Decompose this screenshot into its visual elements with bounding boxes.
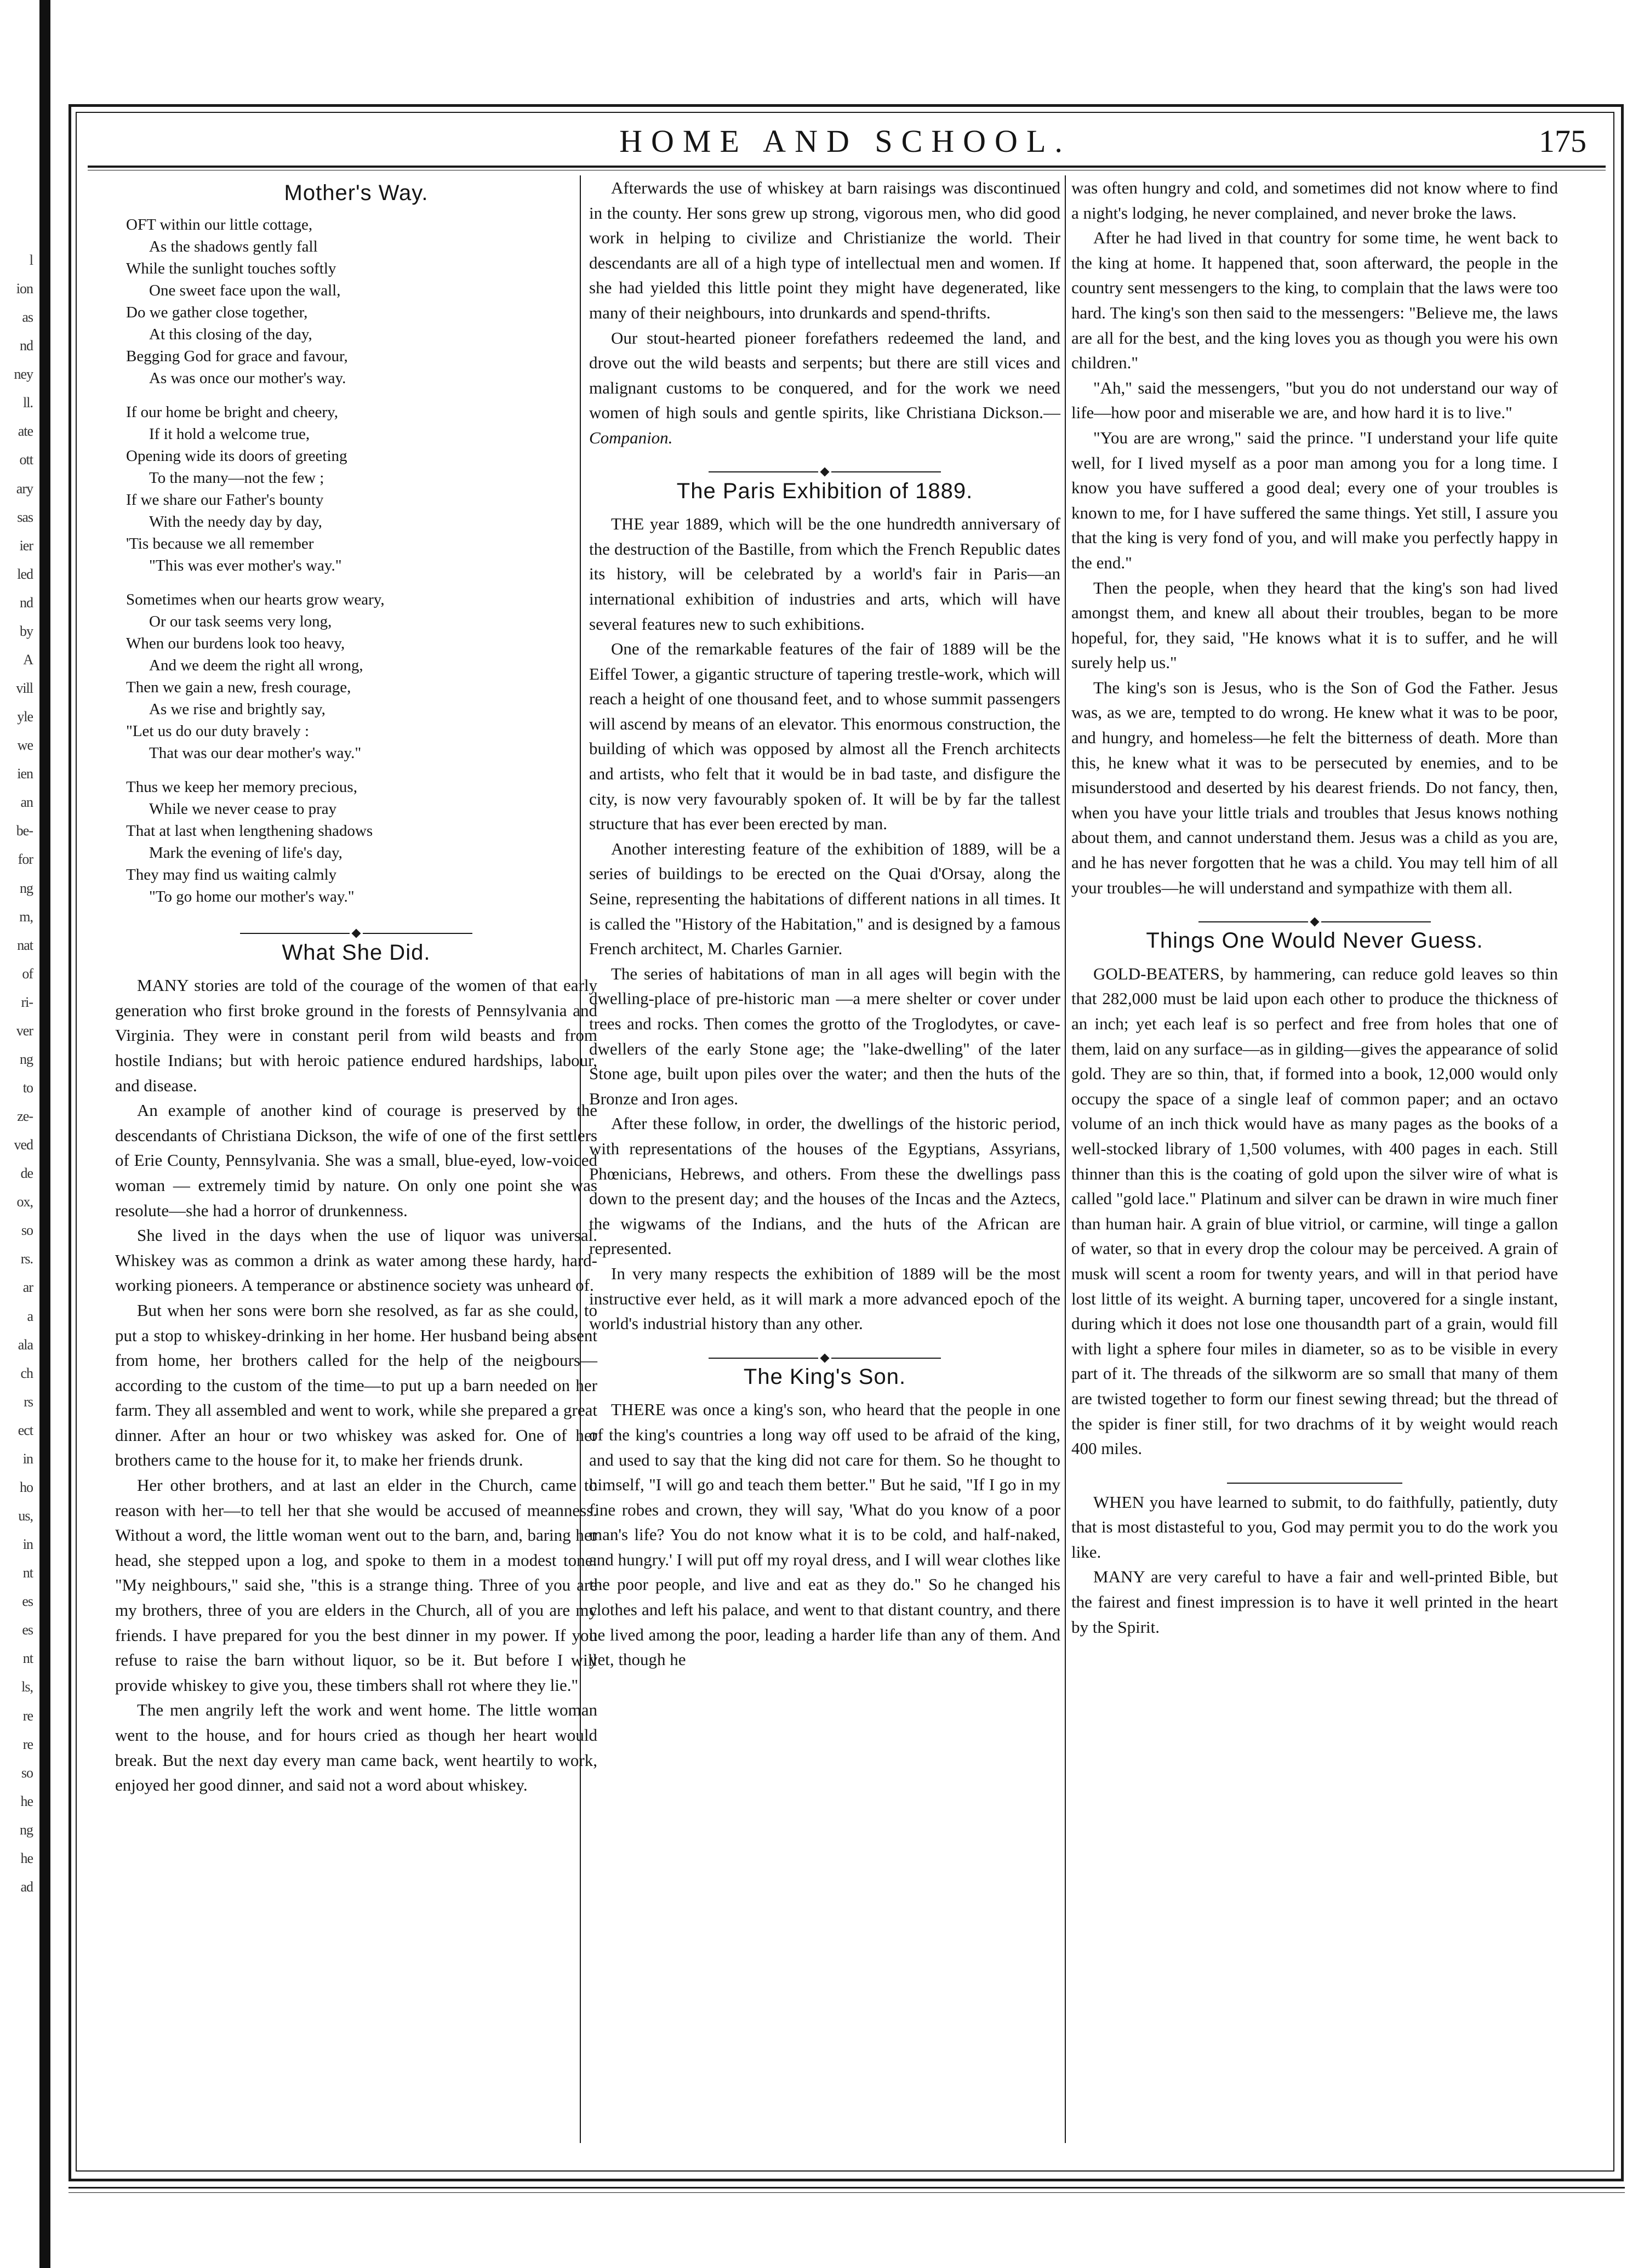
- bleed-fragment: ri-: [21, 994, 33, 1010]
- bleed-fragment: ate: [18, 423, 33, 440]
- paragraph: MANY are very careful to have a fair and well-printed Bible, but the fairest and finest impression is to have it well printed in the heart by the Spirit.: [1071, 1567, 1558, 1637]
- paragraph: One of the remarkable features of the fair of 1889 will be the Eiffel Tower, a gigantic structure of tapering trestle-work, which will reach a height of one thousand feet, and to whose summit passengers will ascend by means of an elevator. This enormous construction, the building of which was opposed by almost all the French architects and artists, who felt that it would be in bad taste, and disfigure the city, is now very favourably spoken of. It will be by far the tallest structure that has ever been erected by man.: [589, 639, 1060, 834]
- poem-line: As the shadows gently fall: [149, 237, 318, 255]
- bleed-fragment: ng: [20, 880, 33, 896]
- bleed-fragment: ney: [14, 366, 33, 383]
- paragraph: Her other brothers, and at last an elder in the Church, came to reason with her—to tell her that she would be accused of meanness. Without a word, the little woman went out to the barn, and, baring her head, she stepped upon a log, and spoke to them in a modest tone: "My neighbours," said she, "this is a strange thing. Three of you are my brothers, three of you are elders in the Church, all of you are my friends. I have prepared for you the best dinner in my power. If you refuse to raise the barn without liquor, so be it. But before I will provide whiskey to give you, these timbers shall rot where they lie.": [115, 1475, 597, 1695]
- paragraph: The series of habitations of man in all ages will begin with the dwelling-place of pre-historic man —a mere shelter or cover under trees and rocks. Then comes the grotto of the Troglodytes, or cave-dwellers of the early Stone age; the "lake-dwelling" of the later Stone age, built upon piles over the water; and then the huts of the Bronze and Iron ages.: [589, 964, 1060, 1108]
- bleed-fragment: ze-: [17, 1108, 33, 1125]
- paragraph: MANY stories are told of the courage of the women of that early generation who first broke ground in the forests of Pennsylvania and Virginia. They were in constant peril from wild beasts and from hostile Indians; but with heroic patience endured hardships, labour, and disease.: [115, 976, 597, 1095]
- bleed-fragment: we: [17, 737, 33, 754]
- bleed-fragment: vill: [16, 680, 33, 697]
- bleed-fragment: nd: [20, 338, 33, 354]
- bleed-fragment: nt: [22, 1565, 33, 1581]
- binding-spine: [0, 0, 50, 2268]
- paragraph: Then the people, when they heard that the king's son had lived amongst them, and knew all about their troubles, began to be more hopeful, for, they said, "He knows what it is to suffer, and he will surely help us.": [1071, 578, 1558, 673]
- paragraph: THERE was once a king's son, who heard that the people in one of the king's countries a long way off used to be afraid of the king, and used to say that the king did not care for them. So he thought to himself, "I will go and teach them better." But he said, "If I go in my fine robes and crown, they will say, 'What do you know of a poor man's life? You do not know what it is to be cold, and half-naked, and hungry.' I will put off my royal dress, and I will wear clothes like the poor people, and live and eat as they do." So he changed his clothes and left his palace, and went to that distant country, and there he lived among the poor, leading a harder life than any of them. And yet, though he: [589, 1400, 1060, 1669]
- article-title-what-she-did: What She Did.: [282, 940, 431, 965]
- bleed-fragment: nat: [17, 937, 33, 953]
- poem-line: If our home be bright and cheery,: [126, 403, 339, 421]
- bleed-fragment: rs.: [20, 1251, 33, 1267]
- poem-line: 'Tis because we all remember: [126, 534, 314, 552]
- bleed-fragment: ary: [16, 480, 33, 497]
- bleed-fragment: be-: [16, 823, 33, 839]
- bleed-fragment: he: [20, 1793, 33, 1809]
- paragraph: The men angrily left the work and went home. The little woman went to the house, and for hours cried as though her heart would break. But the next day every man came back, went heartily to work, enjoyed her good dinner, and said not a word about whiskey.: [115, 1700, 597, 1795]
- poem-line: When our burdens look too heavy,: [126, 634, 345, 652]
- article-kings-son-continued: [1071, 175, 1558, 900]
- paragraph: Another interesting feature of the exhibition of 1889, will be a series of buildings to be erected on the Quai d'Orsay, along the Seine, representing the habitations of different nations in all times. It is called the "History of the Habitation," and is designed by a famous French architect, M. Charles Garnier.: [589, 839, 1060, 959]
- bleed-fragment: ll.: [23, 395, 33, 411]
- paragraph: An example of another kind of courage is preserved by the descendants of Christiana Dickson, the wife of one of the first settlers of Erie County, Pennsylvania. She was a small, blue-eyed, low-voiced woman — extremely timid by nature. On only one point she was resolute—she had a horror of drunkenness.: [115, 1101, 597, 1220]
- bleed-fragment: us,: [18, 1508, 33, 1524]
- poem-stanza: [126, 214, 597, 389]
- article-title-paris-exhibition: The Paris Exhibition of 1889.: [676, 478, 973, 503]
- bleed-fragment: an: [20, 794, 33, 811]
- poem-line: At this closing of the day,: [149, 325, 312, 343]
- poem-line: That was our dear mother's way.": [149, 744, 362, 762]
- article-title-things-never-guess: Things One Would Never Guess.: [1146, 928, 1483, 953]
- bleed-fragment: l: [29, 252, 33, 268]
- bleed-fragment: a: [27, 1308, 33, 1324]
- footer-rule-thin: [68, 2192, 1625, 2193]
- section-ornament: [589, 1344, 1060, 1355]
- column-2: [589, 175, 1060, 1672]
- article-continuation: [589, 175, 1060, 451]
- closing-notes: [1071, 1490, 1558, 1640]
- bleed-fragment: ad: [20, 1878, 33, 1895]
- bleed-fragment: ar: [22, 1279, 33, 1296]
- bleed-fragment: ion: [16, 281, 33, 297]
- paragraph: was often hungry and cold, and sometimes did not know where to find a night's lodging, he never complained, and never broke the laws.: [1071, 178, 1558, 223]
- poem-line: That at last when lengthening shadows: [126, 822, 373, 840]
- paragraph: "You are are wrong," said the prince. "I understand your life quite well, for I lived myself as a poor man among you for a long time. I know you have suffered a good deal; every one of your troubles is known to me, for I have suffered the same things. Yet still, I assure you that the king is very fond of you, and will make you perfectly happy in the end.": [1071, 428, 1558, 572]
- bleed-fragment: es: [22, 1593, 33, 1610]
- bleed-fragment: as: [22, 309, 33, 326]
- bleed-fragment: ls,: [21, 1679, 33, 1695]
- bleed-fragment: ier: [19, 537, 33, 554]
- bleed-fragment: A: [23, 651, 33, 668]
- bleed-fragment: ved: [14, 1137, 33, 1153]
- bleed-fragment: re: [22, 1707, 33, 1724]
- bleed-fragment: ng: [20, 1821, 33, 1838]
- bleed-fragment: he: [20, 1850, 33, 1866]
- poem-line: They may find us waiting calmly: [126, 865, 337, 884]
- paragraph: In very many respects the exhibition of 1889 will be the most instructive ever held, as it will mark a more advanced epoch of the world's industrial history than any other.: [589, 1263, 1060, 1334]
- poem-line: With the needy day by day,: [149, 512, 322, 531]
- bleed-fragment: m,: [19, 908, 33, 925]
- header-rule: [88, 166, 1606, 170]
- bleed-fragment: in: [22, 1536, 33, 1553]
- bleed-fragment: sas: [17, 509, 33, 525]
- section-ornament: [115, 920, 597, 931]
- poem-line: If it hold a welcome true,: [149, 425, 310, 443]
- bleed-fragment: by: [20, 623, 33, 639]
- bleed-fragment: ect: [18, 1422, 33, 1438]
- poem-title: Mother's Way.: [284, 181, 429, 205]
- poem-line: While we never cease to pray: [149, 800, 337, 818]
- bleed-fragment: ox,: [16, 1194, 33, 1210]
- article-kings-son: [589, 1397, 1060, 1672]
- paragraph: She lived in the days when the use of liquor was universal. Whiskey was as common a drink as water among these hardy, hard-working pioneers. A temperance or abstinence society was unheard of.: [115, 1226, 597, 1295]
- bleed-fragment: ch: [20, 1365, 33, 1381]
- poem-line: "Let us do our duty bravely :: [126, 722, 309, 740]
- bleed-fragment: in: [22, 1450, 33, 1467]
- poem-line: If we share our Father's bounty: [126, 491, 324, 509]
- poem-line: Do we gather close together,: [126, 303, 308, 321]
- poem-stanza: [126, 589, 597, 764]
- poem-line: As was once our mother's way.: [149, 369, 346, 387]
- paragraph: After these follow, in order, the dwellings of the historic period, with representations of the houses of the Egyptians, Assyrians, Phœnicians, Hebrews, and others. From these the dwellings pass down to the present day; and the houses of the Incas and the Aztecs, the wigwams of the Indians, and the huts of the African are represented.: [589, 1114, 1060, 1258]
- journal-title: HOME AND SCHOOL.: [619, 123, 1071, 159]
- poem-line: As we rise and brightly say,: [149, 700, 326, 718]
- bleed-fragment: so: [21, 1222, 33, 1239]
- bleed-fragment: so: [21, 1764, 33, 1781]
- article-things-never-guess: [1071, 961, 1558, 1461]
- bleed-fragment: ien: [17, 766, 33, 782]
- page-number: 175: [1539, 123, 1586, 159]
- section-ornament: [1071, 1469, 1558, 1480]
- paragraph: The king's son is Jesus, who is the Son of God the Father. Jesus was, as we are, tempted to do wrong. He knew what it was to be poor, and hungry, and homeless—he felt the bitterness of death. More than this, he knew what it was to be persecuted by enemies, and to be misunderstood and deserted by his dearest friends. Do not fancy, then, when you have your little trials and troubles that Jesus knows nothing about them, and cannot understand them. Jesus was a child as you are, and he has never forgotten that he was a child. You may tell him of all your troubles—he will understand and sympathize with them all.: [1071, 677, 1558, 897]
- section-ornament: [589, 458, 1060, 469]
- article-what-she-did: [115, 973, 597, 1798]
- bleed-fragment: ng: [20, 1051, 33, 1067]
- poem-mothers-way: [115, 214, 597, 908]
- bleed-fragment: for: [18, 851, 33, 868]
- spine-bar: [39, 0, 50, 2268]
- paragraph: GOLD-BEATERS, by hammering, can reduce gold leaves so thin that 282,000 must be laid upon each other to produce the thickness of an inch; yet each leaf is so perfect and free from holes that one of them, laid on any surface—as in gilding—gives the appearance of solid gold. They are so thin, that, if formed into a book, 12,000 would only occupy the space of a single leaf of common paper; and an octavo volume of an inch thick would have as many pages as the books of a well-stocked library of 1,500 volumes, with 400 pages in each. Still thinner than this is the coating of gold upon the silver wire of what is called "gold lace." Platinum and silver can be drawn in wire much finer than human hair. A grain of blue vitriol, or carmine, will tinge a gallon of water, so that in every drop the colour may be perceived. A grain of musk will scent a room for twenty years, and will in that period have lost little of its weight. A burning taper, uncovered for a single instant, during which it does not lose one thousandth part of a grain, would fill with light a sphere four miles in diameter, so as to be visible in every part of it. The threads of the silkworm are so small that many of them are twisted together to form our finest sewing thread; but the thread of the spider is finer still, for two drachms of it by weight would reach 400 miles.: [1071, 964, 1558, 1458]
- poem-line: "To go home our mother's way.": [149, 887, 355, 905]
- column-rule-2: [1065, 175, 1066, 2143]
- column-1: [115, 175, 597, 1798]
- poem-line: Opening wide its doors of greeting: [126, 447, 347, 465]
- bleed-fragment: ott: [19, 452, 33, 468]
- poem-line: OFT within our little cottage,: [126, 215, 313, 233]
- paragraph: "Ah," said the messengers, "but you do not understand our way of life—how poor and miserable we are, and how hard it is to live.": [1071, 378, 1558, 423]
- section-ornament: [1071, 908, 1558, 919]
- paragraph: WHEN you have learned to submit, to do faithfully, patiently, duty that is most distasteful to you, God may permit you to do the work you like.: [1071, 1492, 1558, 1562]
- poem-line: "This was ever mother's way.": [149, 556, 342, 574]
- poem-stanza: [126, 401, 597, 577]
- poem-stanza: [126, 776, 597, 908]
- column-3: [1071, 175, 1558, 1639]
- bleed-fragment: led: [17, 566, 33, 582]
- poem-line: Mark the evening of life's day,: [149, 844, 342, 862]
- bleed-fragment: re: [22, 1736, 33, 1752]
- article-title-kings-son: The King's Son.: [743, 1364, 906, 1389]
- bleed-fragment: yle: [17, 709, 33, 725]
- footer-rule: [68, 2187, 1625, 2189]
- poem-line: While the sunlight touches softly: [126, 259, 336, 277]
- bleed-fragment: rs: [24, 1393, 33, 1410]
- running-head: [82, 119, 1608, 163]
- paragraph: Our stout-hearted pioneer forefathers redeemed the land, and drove out the wild beasts and serpents; but there are still vices and malignant customs to be conquered, and for the work we need women of high souls and gentle spirits, like Christiana Dickson.—Companion.: [589, 328, 1060, 447]
- bleed-fragment: nt: [22, 1650, 33, 1667]
- poem-line: And we deem the right all wrong,: [149, 656, 363, 674]
- bleed-fragment: to: [22, 1080, 33, 1096]
- poem-line: Thus we keep her memory precious,: [126, 778, 357, 796]
- source-credit: Companion.: [589, 428, 673, 447]
- paragraph: THE year 1889, which will be the one hundredth anniversary of the destruction of the Bastille, from which the French Republic dates its history, will be celebrated by a world's fair in Paris—an international exhibition of industries and arts, which will have several features new to such exhibitions.: [589, 514, 1060, 634]
- bleed-fragment: de: [20, 1165, 33, 1182]
- bleed-fragment: ho: [20, 1479, 33, 1495]
- paragraph: But when her sons were born she resolved, as far as she could, to put a stop to whiskey-drinking in her home. Her husband being absent from home, her brothers called for the help of the neigbours—according to the custom of the time—to put up a barn needed on her farm. They all assembled and went to work, while she prepared a great dinner. After an hour or two whiskey was asked for. One of her brothers came to the house for it, to make her friends drunk.: [115, 1300, 597, 1470]
- bleed-fragment: nd: [20, 594, 33, 611]
- bleed-fragment: es: [22, 1622, 33, 1638]
- poem-line: Or our task seems very long,: [149, 612, 332, 630]
- bleed-fragment: of: [22, 965, 33, 982]
- poem-line: Then we gain a new, fresh courage,: [126, 678, 351, 696]
- bleed-fragment: ver: [16, 1022, 33, 1039]
- poem-line: Begging God for grace and favour,: [126, 347, 348, 365]
- poem-line: To the many—not the few ;: [149, 469, 324, 487]
- poem-line: One sweet face upon the wall,: [149, 281, 341, 299]
- article-paris-exhibition: [589, 511, 1060, 1336]
- paragraph: After he had lived in that country for some time, he went back to the king at home. It happened that, soon afterward, the people in the country sent messengers to the king, to complain that the laws were too hard. The king's son then said to the messengers: "Believe me, the laws are all for the best, and the king loves you as though you were his own children.": [1071, 228, 1558, 373]
- poem-line: Sometimes when our hearts grow weary,: [126, 590, 385, 608]
- bleed-fragment: ala: [18, 1336, 33, 1353]
- paragraph: Afterwards the use of whiskey at barn raisings was discontinued in the county. Her sons grew up strong, vigorous men, who did good work in helping to civilize and Christianize the world. Their descendants are all of a high type of intellectual men and women. If she had yielded this little point they might have degenerated, like many of their neighbours, into drunkards and spend-thrifts.: [589, 178, 1060, 322]
